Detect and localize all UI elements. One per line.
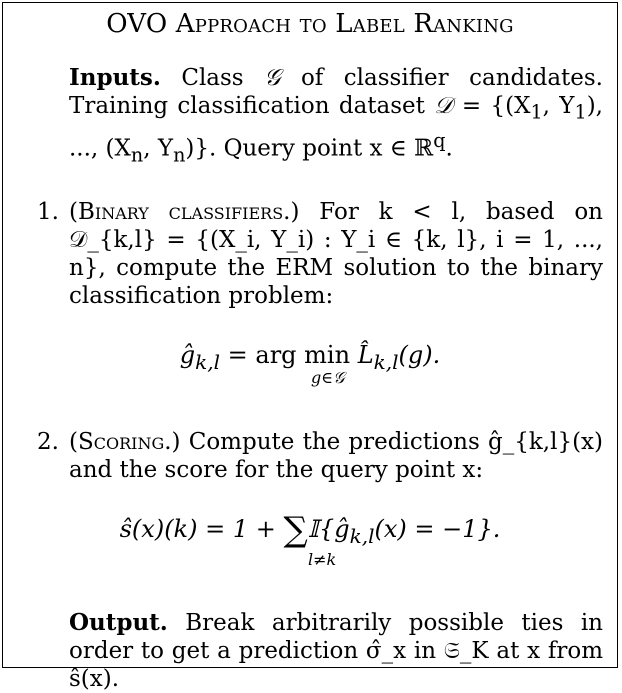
equation-erm — [3, 341, 617, 374]
step-1-paragraph — [69, 198, 603, 310]
inputs-sub-n2: n — [173, 142, 186, 166]
inputs-text-8: . — [445, 135, 453, 162]
inputs-sub-1: 1 — [530, 100, 543, 124]
equation-1-rhs-sub: k,l — [373, 349, 399, 374]
equation-1-rhs-arg: (g). — [398, 341, 441, 369]
equation-score — [3, 510, 617, 550]
equation-1-lhs: ĝ — [179, 341, 196, 369]
inputs-text-5: ), ..., (X — [69, 93, 603, 162]
step-2-paragraph — [69, 428, 603, 484]
equation-1-rhs: L̂ — [357, 341, 374, 369]
equation-2-rhs-sub: k,l — [349, 523, 375, 548]
step-2-number: 2. — [37, 429, 59, 455]
inputs-text-3: = {(X — [452, 93, 531, 119]
inputs-sup-q: q — [433, 128, 446, 152]
equation-2-rhs-end: (x) = −1}. — [374, 515, 501, 543]
algorithm-box — [2, 2, 618, 692]
inputs-text-4: , Y — [542, 93, 575, 119]
output-paragraph — [69, 609, 603, 693]
inputs-text-1: Class — [160, 65, 265, 91]
sum-symbol: ∑ — [283, 510, 308, 550]
inputs-text-2: of classifier candidates. Training classification dataset — [69, 65, 603, 119]
equation-2-subscript: l≠k — [308, 550, 337, 569]
step-1-number: 1. — [37, 199, 59, 225]
inputs-paragraph — [69, 64, 603, 169]
equation-1-subscript: g∈𝒢 — [311, 368, 345, 387]
class-symbol: 𝒢 — [264, 65, 281, 91]
step-2-text: Compute the predictions ĝ_{k,l}(x) and the score for the query point x: — [69, 429, 603, 483]
inputs-sub-n: n — [130, 142, 144, 166]
inputs-sub-2: 1 — [574, 100, 587, 124]
equation-2-rhs: 𝕀{ĝ — [307, 515, 350, 543]
inputs-text-7: )}. Query point x ∈ ℝ — [185, 135, 434, 162]
step-1-text: For k < l, based on 𝒟_{k,l} = {(X_i, Y_i) : Y_i ∈ {k, l}, i = 1, ..., n}, compute the ERM solution to the binary classification problem: — [69, 199, 603, 309]
dataset-symbol: 𝒟 — [434, 93, 453, 119]
equation-1-lhs-sub: k,l — [195, 349, 221, 374]
equation-2-lhs: ŝ(x)(k) = 1 + — [119, 515, 284, 543]
algorithm-title: OVO Approach to Label Ranking — [106, 9, 514, 39]
inputs-label: Inputs. — [69, 64, 161, 91]
step-1-heading: (Binary classifiers.) — [69, 199, 300, 225]
output-text: Break arbitrarily possible ties in order to get a prediction σ̂_x in 𝔖_K at x from ŝ(x). — [69, 610, 603, 692]
inputs-text-6: , Y — [143, 135, 174, 162]
output-label: Output. — [69, 609, 168, 636]
equation-1-mid: = arg min — [220, 341, 358, 369]
step-2-heading: (Scoring.) — [69, 429, 181, 455]
